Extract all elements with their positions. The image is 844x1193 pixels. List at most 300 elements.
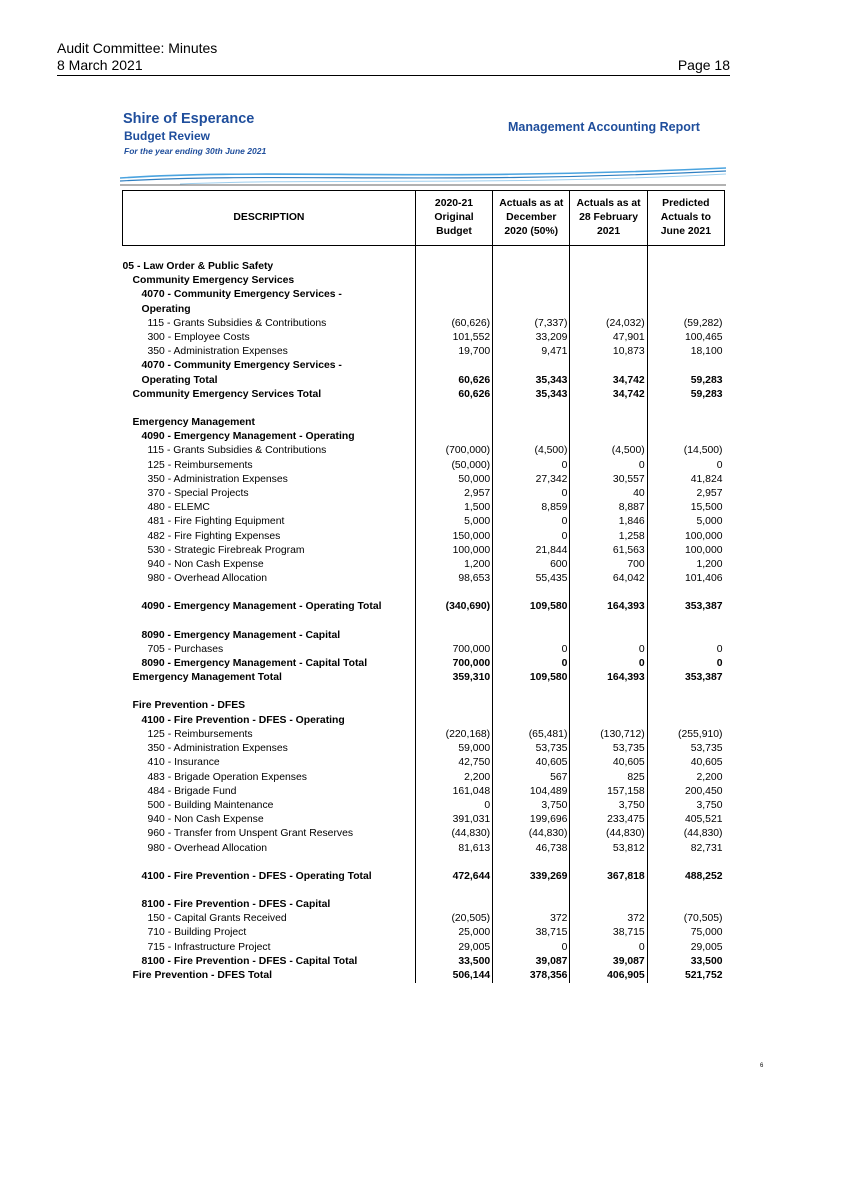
row-value: 353,387 <box>647 600 724 614</box>
footnote-marker: 6 <box>760 1063 764 1069</box>
row-value: (7,337) <box>493 317 570 331</box>
row-value <box>415 359 492 373</box>
row-value: 391,031 <box>415 813 492 827</box>
row-value: 53,735 <box>570 742 647 756</box>
table-row <box>123 374 725 388</box>
spacer-cell <box>415 402 492 416</box>
row-description: 530 - Strategic Firebreak Program <box>147 544 305 556</box>
spacer-cell <box>415 685 492 699</box>
table-row <box>123 629 725 643</box>
spacer-cell <box>647 884 724 898</box>
table-row <box>123 388 725 402</box>
row-value: 109,580 <box>493 600 570 614</box>
row-value: (44,830) <box>647 827 724 841</box>
spacer-cell <box>570 402 647 416</box>
row-description: Operating <box>141 303 191 315</box>
row-description: Emergency Management <box>132 417 255 429</box>
row-value: 98,653 <box>415 572 492 586</box>
row-value <box>570 699 647 713</box>
row-value: 100,465 <box>647 331 724 345</box>
table-row <box>123 827 725 841</box>
spacer-cell <box>647 402 724 416</box>
row-value <box>493 288 570 302</box>
row-value: 35,343 <box>493 374 570 388</box>
row-value: 101,552 <box>415 331 492 345</box>
row-description: Community Emergency Services Total <box>132 388 322 400</box>
spacer-cell <box>570 246 647 261</box>
row-value: (220,168) <box>415 728 492 742</box>
row-description: 350 - Administration Expenses <box>147 473 288 485</box>
spacer-row <box>123 586 725 600</box>
row-value: 8,887 <box>570 501 647 515</box>
spacer-cell <box>123 586 416 600</box>
row-value: (44,830) <box>570 827 647 841</box>
table-row <box>123 558 725 572</box>
table-row <box>123 941 725 955</box>
row-value <box>415 303 492 317</box>
row-value: 53,812 <box>570 842 647 856</box>
row-value: 150,000 <box>415 530 492 544</box>
table-row <box>123 331 725 345</box>
row-value: 18,100 <box>647 345 724 359</box>
row-value: (130,712) <box>570 728 647 742</box>
row-value: (340,690) <box>415 600 492 614</box>
header-actuals-december: Actuals as at December 2020 (50%) <box>493 191 570 246</box>
row-value: 567 <box>493 771 570 785</box>
row-value: (4,500) <box>493 444 570 458</box>
row-value: 40,605 <box>493 756 570 770</box>
header-original-budget: 2020-21 Original Budget <box>415 191 492 246</box>
row-description: 115 - Grants Subsidies & Contributions <box>147 317 327 329</box>
row-value: 0 <box>570 941 647 955</box>
header-description: DESCRIPTION <box>123 191 416 246</box>
row-value <box>493 303 570 317</box>
row-value: 700,000 <box>415 657 492 671</box>
spacer-cell <box>415 856 492 870</box>
spacer-cell <box>415 246 492 261</box>
table-row <box>123 430 725 444</box>
row-value <box>570 359 647 373</box>
table-row <box>123 799 725 813</box>
spacer-cell <box>570 685 647 699</box>
row-value <box>493 416 570 430</box>
row-value: 39,087 <box>570 955 647 969</box>
row-value: 200,450 <box>647 785 724 799</box>
budget-table <box>122 190 725 983</box>
row-value <box>647 260 724 274</box>
row-description: Fire Prevention - DFES <box>132 700 246 712</box>
row-value <box>415 288 492 302</box>
row-value: 5,000 <box>647 515 724 529</box>
row-description: 05 - Law Order & Public Safety <box>122 261 274 272</box>
row-value: 0 <box>570 657 647 671</box>
row-value: 101,406 <box>647 572 724 586</box>
row-description: 705 - Purchases <box>147 643 224 655</box>
spacer-cell <box>415 586 492 600</box>
budget-table-container <box>122 190 725 983</box>
row-description: 483 - Brigade Operation Expenses <box>147 771 307 783</box>
table-row <box>123 303 725 317</box>
row-description: 4100 - Fire Prevention - DFES - Operating <box>141 714 345 726</box>
row-value: (70,505) <box>647 912 724 926</box>
spacer-row <box>123 685 725 699</box>
spacer-cell <box>123 615 416 629</box>
row-value: 488,252 <box>647 870 724 884</box>
table-row <box>123 260 725 274</box>
row-value: (255,910) <box>647 728 724 742</box>
row-value <box>493 699 570 713</box>
row-description: Fire Prevention - DFES Total <box>132 969 273 981</box>
row-value <box>570 303 647 317</box>
row-value: 61,563 <box>570 544 647 558</box>
row-value <box>415 260 492 274</box>
row-value: 372 <box>493 912 570 926</box>
table-row <box>123 643 725 657</box>
table-row <box>123 955 725 969</box>
row-value <box>647 629 724 643</box>
row-value: 157,158 <box>570 785 647 799</box>
row-description: 4070 - Community Emergency Services - <box>141 289 342 301</box>
row-value: (59,282) <box>647 317 724 331</box>
row-value: 233,475 <box>570 813 647 827</box>
spacer-row <box>123 246 725 261</box>
row-value: 10,873 <box>570 345 647 359</box>
table-row <box>123 898 725 912</box>
spacer-cell <box>647 856 724 870</box>
row-value: 1,200 <box>415 558 492 572</box>
row-value <box>647 359 724 373</box>
table-row <box>123 657 725 671</box>
row-value: 164,393 <box>570 671 647 685</box>
row-value <box>415 714 492 728</box>
row-description: 4070 - Community Emergency Services - <box>141 360 342 372</box>
row-value: 75,000 <box>647 926 724 940</box>
row-value: 55,435 <box>493 572 570 586</box>
row-description: 482 - Fire Fighting Expenses <box>147 530 281 542</box>
table-row <box>123 501 725 515</box>
row-value: (60,626) <box>415 317 492 331</box>
row-value: 21,844 <box>493 544 570 558</box>
row-description: 940 - Non Cash Expense <box>147 814 264 826</box>
row-value: 0 <box>647 657 724 671</box>
row-value: 30,557 <box>570 473 647 487</box>
row-description: 4090 - Emergency Management - Operating <box>141 431 355 443</box>
row-description: 125 - Reimbursements <box>147 459 253 471</box>
spacer-row <box>123 615 725 629</box>
row-description: 300 - Employee Costs <box>147 332 250 344</box>
row-description: 8090 - Emergency Management - Capital Total <box>141 658 368 670</box>
row-value: 0 <box>647 643 724 657</box>
table-row <box>123 969 725 983</box>
row-description: 480 - ELEMC <box>147 502 210 514</box>
row-value: 59,283 <box>647 388 724 402</box>
row-description: 350 - Administration Expenses <box>147 346 288 358</box>
row-description: 960 - Transfer from Unspent Grant Reserves <box>147 828 354 840</box>
row-value: 0 <box>493 657 570 671</box>
table-row <box>123 274 725 288</box>
row-value: 27,342 <box>493 473 570 487</box>
row-description: 980 - Overhead Allocation <box>147 573 268 585</box>
spacer-cell <box>123 884 416 898</box>
table-row <box>123 459 725 473</box>
row-value: (14,500) <box>647 444 724 458</box>
row-description: 350 - Administration Expenses <box>147 743 288 755</box>
row-value <box>570 260 647 274</box>
row-value: 50,000 <box>415 473 492 487</box>
row-value <box>647 430 724 444</box>
row-value <box>415 430 492 444</box>
row-description: 481 - Fire Fighting Equipment <box>147 516 285 528</box>
table-row <box>123 870 725 884</box>
row-value: 825 <box>570 771 647 785</box>
header-actuals-february: Actuals as at 28 February 2021 <box>570 191 647 246</box>
row-value: 29,005 <box>415 941 492 955</box>
row-value: 372 <box>570 912 647 926</box>
row-value: 2,957 <box>647 487 724 501</box>
row-value: 100,000 <box>647 544 724 558</box>
spacer-cell <box>493 615 570 629</box>
row-description: Operating Total <box>141 374 218 386</box>
table-row <box>123 515 725 529</box>
report-type: Management Accounting Report <box>508 120 700 134</box>
row-description: 115 - Grants Subsidies & Contributions <box>147 445 327 457</box>
row-value: 1,258 <box>570 530 647 544</box>
row-value: 472,644 <box>415 870 492 884</box>
row-value <box>647 699 724 713</box>
table-row <box>123 416 725 430</box>
row-value <box>493 430 570 444</box>
page-header <box>57 40 730 74</box>
row-value: 40,605 <box>570 756 647 770</box>
table-row <box>123 359 725 373</box>
budget-table-body <box>123 246 725 984</box>
row-value: 506,144 <box>415 969 492 983</box>
row-value <box>647 288 724 302</box>
document-title: Audit Committee: Minutes <box>57 40 218 56</box>
row-value: 100,000 <box>647 530 724 544</box>
row-value: 0 <box>570 459 647 473</box>
row-value: 164,393 <box>570 600 647 614</box>
row-value: 39,087 <box>493 955 570 969</box>
row-value: 19,700 <box>415 345 492 359</box>
row-value: 0 <box>493 515 570 529</box>
row-value: 3,750 <box>647 799 724 813</box>
spacer-cell <box>493 402 570 416</box>
row-value <box>493 898 570 912</box>
row-value: 40,605 <box>647 756 724 770</box>
table-row <box>123 912 725 926</box>
row-value <box>493 274 570 288</box>
row-value <box>493 629 570 643</box>
table-row <box>123 600 725 614</box>
row-description: 370 - Special Projects <box>147 488 249 500</box>
spacer-cell <box>415 615 492 629</box>
row-value: 0 <box>493 487 570 501</box>
row-value: 33,209 <box>493 331 570 345</box>
spacer-cell <box>493 246 570 261</box>
table-row <box>123 544 725 558</box>
row-value: (50,000) <box>415 459 492 473</box>
row-value <box>493 359 570 373</box>
spacer-cell <box>570 884 647 898</box>
row-value: (65,481) <box>493 728 570 742</box>
row-value: 60,626 <box>415 388 492 402</box>
table-row <box>123 288 725 302</box>
row-value: 1,200 <box>647 558 724 572</box>
row-value: (44,830) <box>493 827 570 841</box>
row-description: 484 - Brigade Fund <box>147 785 237 797</box>
row-value: 47,901 <box>570 331 647 345</box>
row-value: 353,387 <box>647 671 724 685</box>
spacer-cell <box>493 586 570 600</box>
table-row <box>123 572 725 586</box>
table-row <box>123 345 725 359</box>
spacer-cell <box>647 685 724 699</box>
table-row <box>123 771 725 785</box>
spacer-cell <box>570 615 647 629</box>
row-value <box>415 629 492 643</box>
row-value <box>570 629 647 643</box>
row-value: 15,500 <box>647 501 724 515</box>
row-value: (24,032) <box>570 317 647 331</box>
row-description: 715 - Infrastructure Project <box>147 941 271 953</box>
row-value <box>570 714 647 728</box>
row-value: 0 <box>493 530 570 544</box>
row-description: 125 - Reimbursements <box>147 728 253 740</box>
spacer-cell <box>415 884 492 898</box>
row-value: 2,957 <box>415 487 492 501</box>
page-number: Page 18 <box>677 57 730 73</box>
row-value: 53,735 <box>647 742 724 756</box>
row-value: 59,000 <box>415 742 492 756</box>
row-value: 378,356 <box>493 969 570 983</box>
row-value: 2,200 <box>415 771 492 785</box>
row-value: 53,735 <box>493 742 570 756</box>
table-row <box>123 444 725 458</box>
table-row <box>123 699 725 713</box>
spacer-cell <box>493 856 570 870</box>
row-description: 150 - Capital Grants Received <box>147 913 287 925</box>
header-divider <box>57 75 730 76</box>
row-value <box>570 274 647 288</box>
row-value <box>647 898 724 912</box>
table-row <box>123 926 725 940</box>
row-value <box>570 898 647 912</box>
row-value: 700,000 <box>415 643 492 657</box>
row-value: 700 <box>570 558 647 572</box>
report-title: Budget Review <box>124 129 211 143</box>
row-value: 339,269 <box>493 870 570 884</box>
row-value <box>570 430 647 444</box>
row-value <box>570 288 647 302</box>
row-value <box>415 274 492 288</box>
row-value: 109,580 <box>493 671 570 685</box>
row-value: 2,200 <box>647 771 724 785</box>
row-value: 34,742 <box>570 374 647 388</box>
table-row <box>123 785 725 799</box>
row-value: 8,859 <box>493 501 570 515</box>
row-value: 0 <box>493 941 570 955</box>
row-value: 5,000 <box>415 515 492 529</box>
table-row <box>123 714 725 728</box>
spacer-cell <box>570 586 647 600</box>
row-value: 600 <box>493 558 570 572</box>
row-value: 367,818 <box>570 870 647 884</box>
table-row <box>123 842 725 856</box>
row-description: 940 - Non Cash Expense <box>147 559 264 571</box>
row-value: 33,500 <box>415 955 492 969</box>
row-value: 3,750 <box>570 799 647 813</box>
row-description: 500 - Building Maintenance <box>147 799 274 811</box>
row-value: 0 <box>570 643 647 657</box>
row-value: 0 <box>493 643 570 657</box>
table-row <box>123 317 725 331</box>
row-description: 8100 - Fire Prevention - DFES - Capital Total <box>141 955 358 967</box>
row-value: 1,846 <box>570 515 647 529</box>
table-row <box>123 473 725 487</box>
spacer-row <box>123 884 725 898</box>
spacer-cell <box>493 884 570 898</box>
row-description: 710 - Building Project <box>147 927 247 939</box>
row-value: 405,521 <box>647 813 724 827</box>
spacer-cell <box>647 586 724 600</box>
spacer-cell <box>123 685 416 699</box>
decorative-swoosh <box>120 160 726 186</box>
header-predicted-actuals: Predicted Actuals to June 2021 <box>647 191 724 246</box>
row-value: 82,731 <box>647 842 724 856</box>
row-description: 8100 - Fire Prevention - DFES - Capital <box>141 898 331 910</box>
spacer-row <box>123 856 725 870</box>
row-value: 35,343 <box>493 388 570 402</box>
row-value: 0 <box>415 799 492 813</box>
row-value: 34,742 <box>570 388 647 402</box>
row-value: 0 <box>493 459 570 473</box>
row-value: 25,000 <box>415 926 492 940</box>
row-value: 38,715 <box>570 926 647 940</box>
row-value: 38,715 <box>493 926 570 940</box>
row-value <box>647 416 724 430</box>
row-value: 33,500 <box>647 955 724 969</box>
spacer-cell <box>123 246 416 261</box>
row-description: 4100 - Fire Prevention - DFES - Operating Total <box>141 870 372 882</box>
row-value: (44,830) <box>415 827 492 841</box>
row-value: (20,505) <box>415 912 492 926</box>
table-row <box>123 728 725 742</box>
row-value: 161,048 <box>415 785 492 799</box>
row-value <box>415 699 492 713</box>
spacer-cell <box>570 856 647 870</box>
table-row <box>123 742 725 756</box>
row-value <box>493 714 570 728</box>
document-date: 8 March 2021 <box>57 57 143 73</box>
row-description: 410 - Insurance <box>147 757 220 769</box>
report-period: For the year ending 30th June 2021 <box>124 146 267 156</box>
org-name: Shire of Esperance <box>123 111 255 127</box>
row-value <box>415 898 492 912</box>
row-value: 0 <box>647 459 724 473</box>
spacer-cell <box>123 856 416 870</box>
table-row <box>123 813 725 827</box>
row-value: 64,042 <box>570 572 647 586</box>
row-value <box>647 714 724 728</box>
row-value: 3,750 <box>493 799 570 813</box>
row-value: 104,489 <box>493 785 570 799</box>
row-value: 199,696 <box>493 813 570 827</box>
row-value: 59,283 <box>647 374 724 388</box>
row-value: 46,738 <box>493 842 570 856</box>
row-value: 40 <box>570 487 647 501</box>
spacer-cell <box>647 615 724 629</box>
